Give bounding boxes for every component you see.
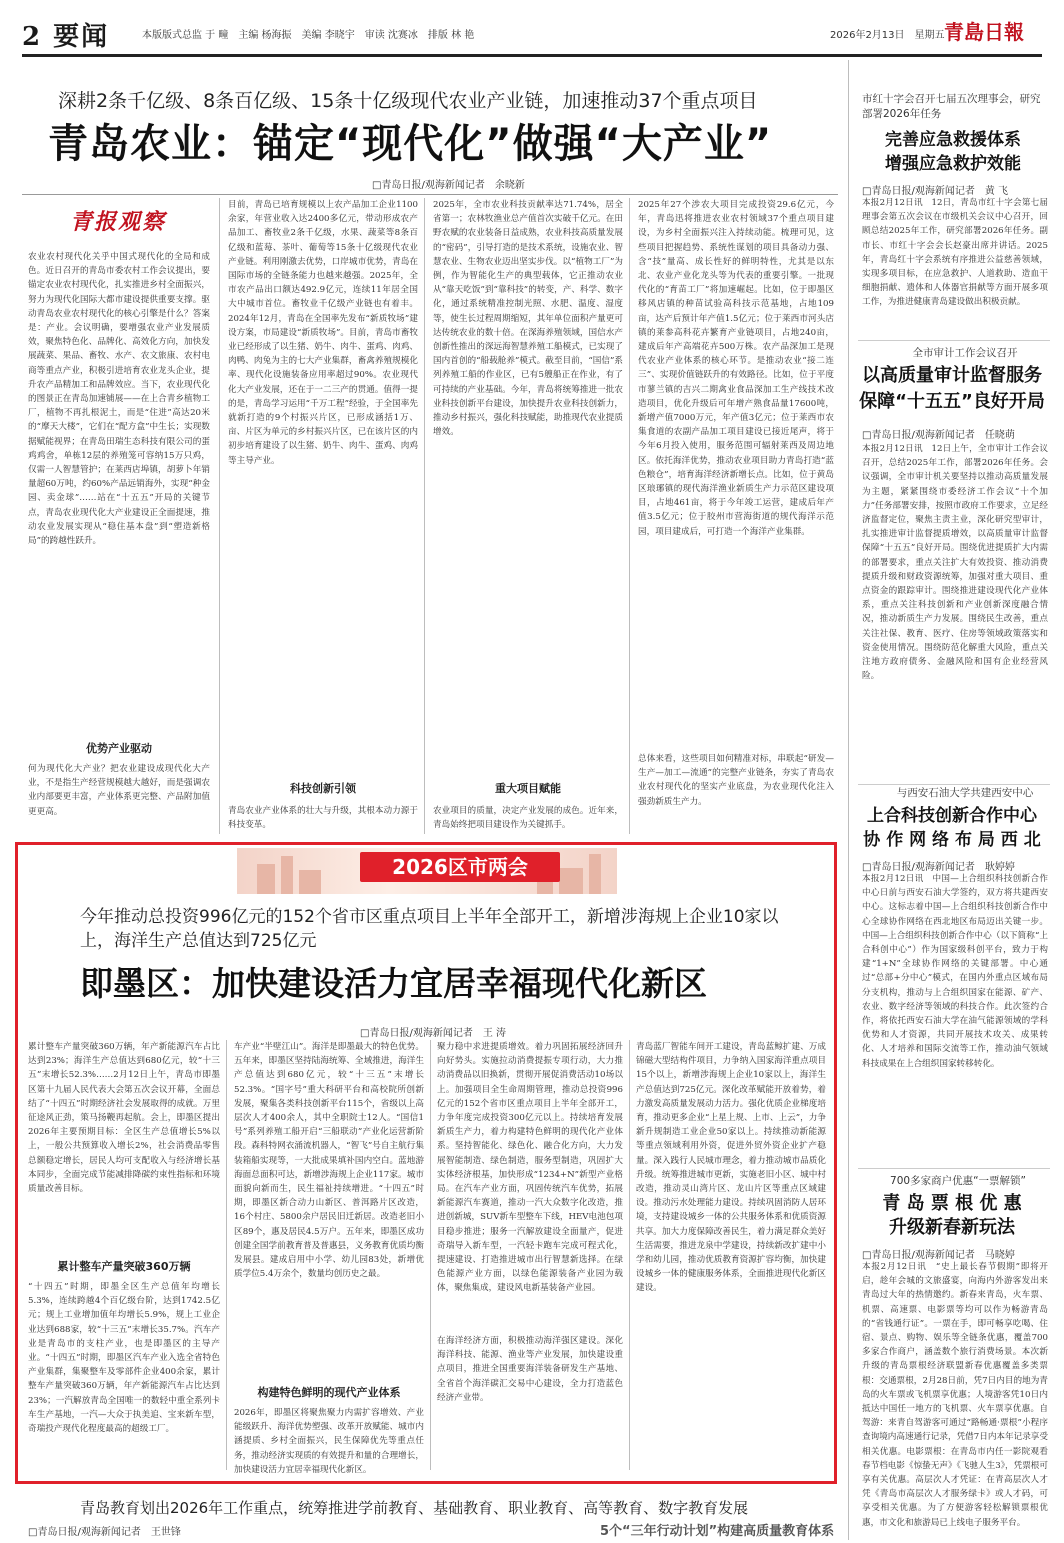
- section-name: 要闻: [53, 22, 110, 52]
- lead-subhead-2: 科技创新引领: [290, 782, 356, 795]
- sidebar-divider: [848, 60, 849, 1540]
- district-column-1: 累计整车产量突破360万辆，年产新能源汽车占比达到23%；海洋生产总值达到680亿元，较“十三五”末增长52.3%……2月12日上午，青岛市即墨区第十九届人民代表大会第五次会议开幕，全面总结了“十四五”时期经济社会发展取得的成就。万里征途风正劲，策马扬鞭再起航。会上，即墨区提出2026年主要预期目标：全区生产总值增长5%以上，一般公共预算收入增长2%，社会消费品零售总额稳定增长，居民人均可支配收入与经济增长基本同步，全面完成节能减排降碳约束性指标和环境质量改善目标。: [28, 1042, 220, 1195]
- sidebar-rule: [858, 784, 1050, 785]
- lead-rule: [22, 194, 838, 195]
- tickets-title-line-1: 青 岛 票 根 优 惠: [882, 1193, 1022, 1214]
- education-kicker: 青岛教育划出2026年工作重点，统筹推进学前教育、基础教育、职业教育、高等教育、数字教育发展: [80, 1499, 749, 1517]
- audit-title-line-1: 以高质量审计监督服务: [862, 365, 1042, 386]
- editorial-credits: 本版版式总监 于 疃 主编 杨海振 美编 李晓宇 审读 沈赛冰 排版 林 艳: [142, 30, 475, 41]
- tickets-kicker: 700多家商户优惠“一票解锁”: [890, 1175, 1026, 1187]
- lead-headline: 青岛农业：锚定“现代化”做强“大产业”: [48, 121, 773, 167]
- column-logo: [70, 205, 190, 243]
- district-subhead-1: 累计整车产量突破360万辆: [57, 1260, 191, 1273]
- page-number-value: 2: [22, 22, 43, 52]
- sco-kicker: 与西安石油大学共建西安中心: [896, 787, 1034, 799]
- audit-kicker: 全市审计工作会议召开: [912, 347, 1018, 359]
- lead-column-4: 2025年27个涉农大项目完成投资29.6亿元，今年，青岛迅将推进农业农村领域37个重点项目建设，为乡村全面振兴注入持续动能。梳理可见，这些项目把握趋势、系统性谋划的项目具备动力强、含“技”量高、成长性好的鲜明特性，尤其是以东北、农业产业化龙头等为代表的重要引擎。一批现代化的“育苗工厂”将加速崛起。比如，位于即墨区移风店镇的种苗试验高科技示范基地，占地109亩，达产后预计年产值1.5亿元；位于莱西市河头店镇的莱参高科花卉繁育产业链项目，占地240亩，建成后年产高端花卉500万株。农产品深加工是现代农业产业体系的核心环节。是推动农业“接二连三”、实现价值链跃升的有效路径。比如，位于平度市蓼兰镇的吉兴二期禽业食品深加工生产线技术改造项目，优化升级后可年增产熟食品量17600吨，新增产值7000万元，年产值3亿元；位于莱西市农集食道的农副产品加工项目建设已接近尾声，将于今年6月投入使用，服务范围可辐射莱西及周边地区。依托海洋优势，推动农业项目助力青岛打造“蓝色粮仓”，培育海洋经济新增长点。比如，位于黄岛区琅琊镇的现代海洋渔业新质生产力示范区建设项目，占地461亩，将于今年竣工运营，建成后年产值3.5亿元；位于胶州市营海街道的规代海洋示范园，项目建成后，可打造一个海洋产业集群。: [638, 200, 834, 537]
- lead-byline: □青岛日报/观海新闻记者 余晓新: [372, 180, 525, 191]
- district-byline: □青岛日报/观海新闻记者 王 涛: [360, 1028, 506, 1039]
- column-divider: [219, 198, 220, 834]
- district-column-2b: 2026年，即墨区将聚焦聚力内需扩容增效、产业能级跃升、海洋优势塑强、改革开放赋能、城市内涵提质、乡村全面振兴，民生保障优先等重点任务，推动经济实现质的有效提升和量的合理增长，加快建设活力宜居幸福现代化新区。: [234, 1408, 424, 1475]
- sco-title-line-1: 上合科技创新合作中心: [867, 806, 1037, 826]
- sco-byline: □青岛日报/观海新闻记者 耿婷婷: [862, 862, 1015, 873]
- redcross-title-line-2: 增强应急救护效能: [885, 154, 1021, 174]
- issue-date: 2026年2月13日 星期五: [830, 30, 945, 41]
- lead-subhead-3: 重大项目赋能: [495, 782, 561, 795]
- sidebar-rule: [858, 340, 1050, 341]
- district-column-4: 青岛蓝厂智能车间开工建设，青岛蓝鲸扩建、万成锦磁大型结构件项目，力争纳入国家海洋重点项目15个以上，新增涉海规上企业10家以上，海洋生产总值达到725亿元。深化改革赋能开放着势，着力激发高质量发展动力活力。强化优质企业梯度培育，推动更多企业“上星上规、上市、上云”，力争新升规制造工业企业50家以上。持续推动新能源等重点领域利用外资，促进外贸外资企业扩产稳量。深入践行人民城市理念，着力推动城市品质化升级。统筹推进城市更新，实施老旧小区、城中村改造，推动灵山湾片区、龙山片区等重点区域建设。推动污水处理能力建设。持续巩固消防人居环境，支持建设城乡一体的公共服务体系和优质资源共享。加大力度保障改善民生，着力满足群众美好生活需要，推进龙泉中学建设，持续新改扩建中小学和幼儿园，推动优质教育资源扩容均衡，加快建设城乡一体的健康服务体系，全面推进现代化新区建设。: [636, 1042, 826, 1294]
- masthead: [22, 14, 1042, 57]
- column-divider: [424, 198, 425, 834]
- newspaper-logo: 青島日報: [944, 20, 1024, 44]
- district-column-2: 车产业“半壁江山”。海洋是即墨最大的特色优势。五年来，即墨区坚持陆海统筹、全域推进，海洋生产总值达到680亿元，较“十三五”末增长52.3%。“国字号”重大科研平台和高校院所创新发展，聚集各类科技创新平台115个，省级以上高层次人才400余人，其中全职院士12人。“国信1号”系列养殖工船开启“三船联动”产业化运营新阶段。森科特网衣涌流机器人，“智飞”号自主航行集装箱船实现等，一大批成果填补国内空白。蓝地游海面总面积可达，新增涉海规上企业117家。城市面貌向新而生，民生福祉持续增进。“十四五”时期，即墨区新合动力山新区、普洱路片区改造，16个村庄、5800余户居民旧迁新居。改造老旧小区89个，惠及居民4.5万户。五年来，即墨区成功创建全国学前教育普及普惠县，义务教育优质均衡发展县。建成启用中小学、幼儿园83处，新增优质学位5.4万余个，数量均创历史之最。: [234, 1042, 424, 1280]
- audit-body: 本报2月12日讯 12日上午，全市审计工作会议召开，总结2025年工作，部署2026年任务。会议强调，全市审计机关要坚持以推动高质量发展为主题，紧紧围绕市委经济工作会议“十个加力”任务部署安排，按照市政府工作要求，立足经济监督定位，聚焦主责主业，深化研究型审计，扎实推进审计监督提质增效，以高质量审计监督保障“十五五”良好开局。围绕优进提质扩大内需的部署要求，重点关注扩大有效投资、推动消费提质升级和财政资源统筹，加强对重大项目、重点资金的跟踪审计。围绕推进建设现代化产业体系，重点关注科技创新和产业创新深度融合情况，推动新质生产力发展。围绕民生改善，重点关注社保、教育、医疗、住房等领域政策落实和资金使用情况。围绕防范化解重大风险，重点关注地方政府债务、金融风险和国有企业经营风险。: [862, 444, 1048, 682]
- tickets-title-line-2: 升级新春新玩法: [889, 1217, 1015, 1238]
- sco-body: 本报2月12日讯 中国—上合组织科技创新合作中心日前与西安石油大学签约，双方将共建西安中心。这标志着中国—上合组织科技创新合作中心全球协作网络在西北地区布局迈出关键一步。中国—上合组织科技创新合作中心（以下简称“上合科创中心”）作为国家级科创平台，致力于构建“1+N”全球协作网络的关键部署。中心通过“总部+分中心”模式，在国内外重点区域布局分支机构，推动与上合组织国家在能源、矿产、农业、数字经济等领域的科技合作。此次签约合作，将依托西安石油大学在油气能源领域的学科优势和人才资源，共同开展技术攻关、成果转化、人才培养和国际交流等工作，推动油气领域科技成果在上合组织国家转移转化。: [862, 874, 1048, 1069]
- district-column-3: 聚力稳中求进提质增效。着力巩固拓展经济回升向好势头。实施拉动消费提振专项行动，大力推动消费品以旧换新，贯彻开展促消费活动10场以上。加强项目全生命周期管理，推动总投资996亿元的152个省市区重点项目上半年全部开工，力争年度完成投资300亿元以上。持续培育发展新质生产力，着力构建特色鲜明的现代化产业体系。坚持智能化、绿色化、融合化方向，大力发展智能制造、绿色制造，服务型制造，巩固扩大实体经济根基，加快形成“1234+N”新型产业格局。在汽车产业方面，巩固传统汽车优势，拓展新能源汽车赛道，推动一汽大众数字化改造，推进创新城，SUV新车型整车下线，HEV电池包项目稳步推进；服务一汽解放建设全面量产，促进奇瑞导入新车型，一汽轻卡跑车完成可程式化，提速建设、打造推进城市出行智慧新选择。在绿色能源产业方面，以绿色能源装备产业园为载体，聚焦集成，建设风电新基装备产业园。: [437, 1042, 623, 1294]
- redcross-body: 本报2月12日讯 12日，青岛市红十字会第七届理事会第五次会议在市级机关会议中心召开，回顾总结2025年工作，研究部署2026年任务。副市长、市红十字会会长赵豪出席并讲话。2025年，青岛红十字会系统有序推进公益慈善领域，实现多项目标，在应急救护、人道救助、造血干细胞捐献、遗体和人体器官捐献等方面开展多项工作，为推进健康青岛建设做出积极贡献。: [862, 198, 1048, 308]
- redcross-kicker: 市红十字会召开七届五次理事会，研究部署2026年任务: [862, 93, 1041, 120]
- audit-byline: □青岛日报/观海新闻记者 任晓萌: [862, 430, 1015, 441]
- district-headline: 即墨区：加快建设活力宜居幸福现代化新区: [80, 964, 707, 1003]
- district-column-3b: 在海洋经济方面，积极推动海洋强区建设。深化海洋科技、能源、渔业等产业发展，加快建设重点项目，推进全国重要海洋装备研发生产基地、全省首个海洋碳汇交易中心建设，全力打造蓝色经济产业带。: [437, 1336, 623, 1403]
- district-subhead-2: 构建特色鲜明的现代产业体系: [257, 1386, 401, 1399]
- column-divider: [629, 1040, 630, 1470]
- column-divider: [226, 1040, 227, 1470]
- lead-column-3: 2025年，全市农业科技贡献率达71.74%，居全省第一；农林牧渔业总产值首次实破千亿元。在田野农赋的农业装备日益成熟，农业科技高质量发展的“密码”，引导打造的是技术系统，设施农业、智慧农业、生物农业迈出坚实步伐。以“植物工厂”为例，作为智能化生产的典型载体，它正推动农业从“靠天吃饭”到“靠科技”的转变，产、科学、数字化，通过系统精准控制光照、水肥、温度、湿度等，使生长过程周期缩短，其年单位面积产量更可达传统农业的数十倍。在深海养殖领域，国信水产创新性推出的深远海智慧养殖工船模式，已实现了国内首创的“船载舱养”模式。截至目前，“国信”系列养殖工船的作业区，已有5艘船正在作业，有了可持续的产业基础。今年，青岛将统筹推进一批农业科技创新平台建设，加快提升农业科技创新力，推动乡村振兴，强化科技赋能，助推现代农业提质增效。: [433, 200, 623, 438]
- column-divider: [430, 1040, 431, 1470]
- lead-column-3b: 农业项目的质量，决定产业发展的成色。近年来，青岛始终把项目建设作为关键抓手。: [433, 806, 623, 831]
- audit-title-line-2: 保障“十五五”良好开局: [859, 391, 1045, 412]
- redcross-title-line-1: 完善应急救援体系: [885, 130, 1021, 150]
- education-headline: 5个“三年行动计划”构建高质量教育体系: [600, 1524, 835, 1539]
- lead-column-4b: 总体来看，这些项目如何精准对标，串联起“研发—生产—加工—流通”的完整产业链条，夯实了青岛农业农村现代化的坚实产业底盘，为农业现代化注入强劲新质生产力。: [638, 754, 834, 807]
- lead-column-2: 目前，青岛已培育规模以上农产品加工企业1100余家，年营业收入达2400多亿元，带动形成农产品加工、畜牧业2条千亿级，水果、蔬菜等8条百亿级和蓝莓、茶叶、葡萄等15条十亿级现代农业产业链。利用刚激去优势，口岸城市优势，青岛在国际市场的全链条能力也越来越强。2025年，全市农产品出口额达492.9亿元，连续11年居全国大中城市首位。畜牧业千亿级产业链也有着丰。2024年12月，青岛在全国率先发布“新质牧场”建设方案，市局建设“新质牧场”。目前，青岛市畜牧业已经形成了以生猪、奶牛、肉牛、蛋鸡、肉鸡、肉鸭、肉兔为主的七大产业集群，畜禽养殖规模化率、现代化设施装备应用率超过90%。农业现代化大产业发展，还在于一二三产的贯通。值得一提的是，青岛学习运用“千万工程”经验，于全国率先就新打造的9个村振兴片区，已形成涵括1万、亩、片区为单元的乡村振兴片区，已在该片区的内初步培育建设了以生猪、奶牛、肉牛、蛋鸡、肉鸡等主导产业。: [228, 200, 418, 466]
- sco-title-line-2: 协 作 网 络 布 局 西 北: [863, 830, 1041, 850]
- feature-banner: 2026区市两会: [360, 852, 560, 882]
- district-column-1b: “十四五”时期，即墨全区生产总值年均增长5.3%，连续跨越4个百亿级台阶，达到1742.5亿元；规上工业增加值年均增长5.9%，规上工业企业达到688家，较“十三五”末增长35.7%。汽车产业是青岛市的支柱产业，也是即墨区的主导产业。“十四五”时期，即墨区汽车产业入选全省特色产业集群，集聚整车及零部件企业400余家，累计整车产量突破360万辆，年产新能源汽车占比达到23%；一汽解放青岛全国唯一的数轻中重全系列卡车生产基地，一汽—大众于执美追、宝来新车型，奇瑞投产现代化程度最高的超级工厂。: [28, 1282, 220, 1435]
- education-byline: □青岛日报/观海新闻记者 王世锋: [28, 1527, 181, 1538]
- lead-subhead-1: 优势产业驱动: [86, 742, 152, 755]
- sidebar-rule: [858, 1168, 1050, 1169]
- lead-column-1: 农业农村现代化关乎中国式现代化的全局和成色。近日召开的青岛市委农村工作会议提出，要锚定农业农村现代化，扎实推进乡村全面振兴，努力为现代化国际大都市建设提供重要支撑。驱动青岛农业农村现代化的核心引擎是什么？答案是：产业。会议明确，要增强农业产业发展质效，聚焦特色化、品牌化、高效化方向，加快发展蔬菜、果品、畜牧、水产、农文旅康、农村电商等重点产业，积极引进培育农业龙头企业，提升农产品精加工和品牌效应。当下，农业现代化的图景正在青岛加速铺展——在上合青乡植物工厂，植物不再扎根泥土，而是“住进”高达20米的“摩天大楼”，它们在“配方盒”中生长；实现数据赋能视界；在青岛田瑞生态科技有限公司的蛋鸡鸡舍，单栋12层的养殖笼可容纳15万只鸡，仅需一人智慧管护；在莱西店埠镇，胡萝卜年销量超60万吨，约60%产品远销海外，实现“种金园、卖金球”……站在“十五五”开局的关键节点，青岛农业现代化大产业建设正全面提速，推动农业发展实现从“稳住基本盘”到“塑造新格局”的跨越性跃升。: [28, 252, 210, 547]
- column-logo-text: 青报观察: [70, 209, 167, 235]
- tickets-body: 本报2月12日讯 “史上最长春节假期”即将开启，趁年会城的文旅盛宴，向海内外游客发出来青岛过大年的热情邀约。新春来青岛，火车票、机票、高速票、电影票等均可以作为畅游青岛的“省钱通行证”。一票在手，即可畅享吃喝、住宿、景点、购物、娱乐等全链条优惠，覆盖700多家合作商户，涵盖数个旅行消费场景。本次新升级的青岛票根经济联盟新春优惠覆盖多类票根：交通票根，2月28日前，凭7日内目的地为青岛的火车票或飞机票享优惠；人境游客凭10日内抵达中国任一地方的飞机票、火车票享优惠。自驾游：来青自驾游客可通过“路畅通·票根”小程序查询境内高速通行记录，凭借7日内本年记录享受相关优惠。电影票根：在青岛市内任一影院观看春节档电影《惊蛰无声》《飞驰人生3》，凭票根可享有关优惠。高层次人才凭证：在青高层次人才凭《青岛市高层次人才服务绿卡》或人才码，可享受相关优惠。为了方便游客轻松解锁票根优惠，市文化和旅游局已上线电子服务平台。: [862, 1262, 1048, 1528]
- lead-kicker: 深耕2条千亿级、8条百亿级、15条十亿级现代农业产业链，加速推动37个重点项目: [58, 90, 758, 112]
- redcross-byline: □青岛日报/观海新闻记者 黄 飞: [862, 186, 1008, 197]
- lead-column-1b: 何为现代化大产业？把农业建设成现代化大产业，不是指生产经营规模越大越好，而是强调农业内部要更丰富，产业体系更完整、产品附加值更更高。: [28, 764, 210, 817]
- page-number: [22, 16, 109, 53]
- tickets-byline: □青岛日报/观海新闻记者 马晓婷: [862, 1250, 1015, 1261]
- column-divider: [629, 198, 630, 834]
- district-kicker: 今年推动总投资996亿元的152个省市区重点项目上半年全部开工，新增涉海规上企业10家以上，海洋生产总值达到725亿元: [80, 907, 779, 951]
- lead-column-2b: 青岛农业产业体系的壮大与升级，其根本动力源于科技变革。: [228, 806, 418, 831]
